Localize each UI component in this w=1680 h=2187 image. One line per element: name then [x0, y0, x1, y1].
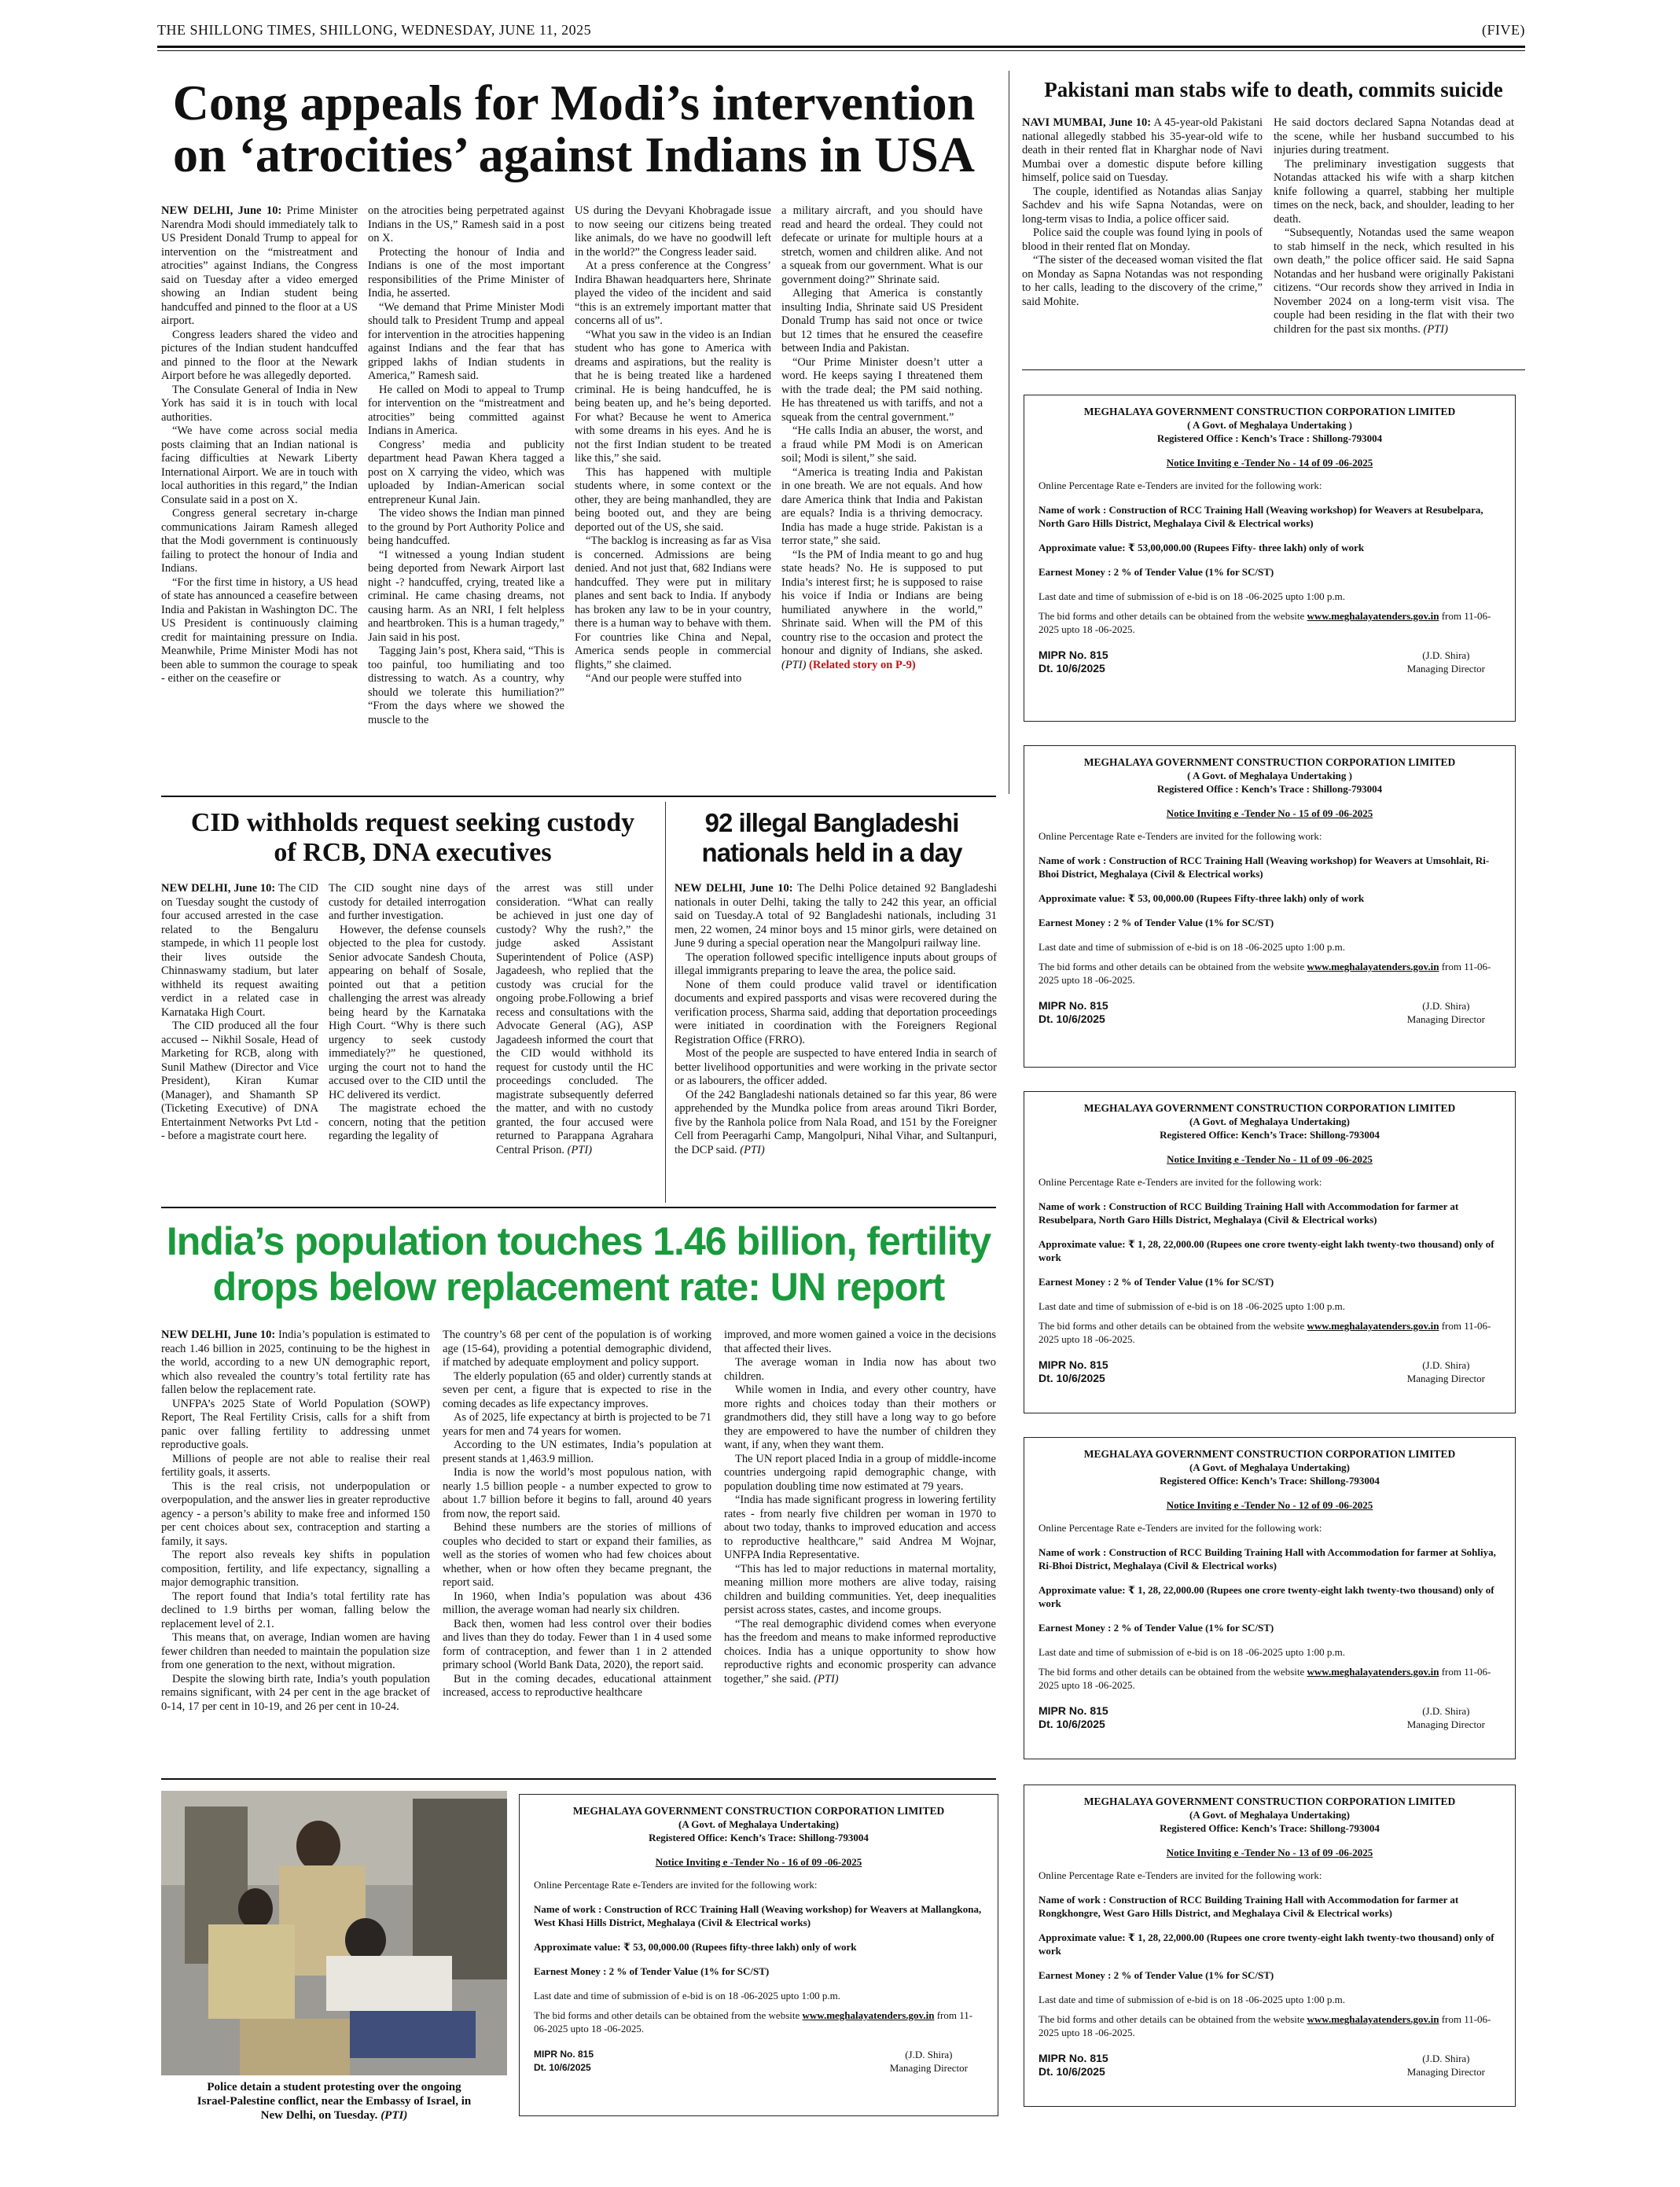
story1-paragraph: “We have come across social media posts claiming that an Indian national is facing difficulties at Newark Liberty International Airport. We are in touch with local authorities in this regard,” the Indian Consulate said in a post on X. [161, 425, 358, 506]
story4-headline [675, 808, 989, 868]
tender-designation: Managing Director [1406, 663, 1485, 674]
tender-notice-15 [1024, 745, 1516, 1068]
tender-work-label: Name of work : [1039, 504, 1107, 516]
tender-notice-14 [1024, 395, 1516, 722]
tender-registered-office: Registered Office: Kench’s Trace: Shillong-793004 [649, 1832, 869, 1843]
story4-paragraph: The Delhi Police detained 92 Bangladeshi nationals in outer Delhi, taking the tally to 242 this year, an official said on Tuesday.A total of 92 Bangladeshi nationals, including 31 men, 22 women, 24 minor boys and 15 minor girls, were detained on June 9 during a special operation near the Mangolpuri railway line. [675, 882, 997, 950]
story5-paragraph: The report found that India’s total fertility rate has declined to 1.9 births per woman, falling below the replacement level of 2.1. [161, 1590, 430, 1630]
story1-paragraph: This has happened with multiple students where, in some context or the other, they are being manhandled, they are being booted out, and they are being deported out of the US, she said. [575, 465, 771, 534]
story1-headline-line2: on ‘atrocities’ against Indians in USA [173, 127, 975, 182]
tender-bid-dates: from 11-06-2025 upto 18 -06-2025. [1039, 1320, 1491, 1345]
story2-bottom-rule [1022, 369, 1525, 370]
story5-column-2 [443, 1329, 711, 1700]
story1-paragraph: on the atrocities being perpetrated against Indians in the US,” Ramesh said in a post on X. [368, 204, 564, 244]
tender-website-link[interactable]: www.meghalayatenders.gov.in [1307, 610, 1439, 622]
tender-earnest-money: Earnest Money : 2 % of Tender Value (1% for SC/ST) [534, 1965, 770, 1977]
story3-column-3 [496, 882, 653, 1157]
story2-paragraph: Police said the couple was found lying in pools of blood in their rented flat on Monday. [1022, 226, 1263, 253]
tender-sub: ( A Govt. of Meghalaya Undertaking ) [1187, 419, 1352, 431]
story1-related-link[interactable]: (Related story on P-9) [809, 658, 916, 671]
story5-paragraph: Back then, women had less control over their bodies and lives than they do today. Fewer than 1 in 4 used some form of contraception, and fewer than 1 in 2 attended primary school (World Bank Data, 2020), the report said. [443, 1617, 711, 1671]
tender-website-link[interactable]: www.meghalayatenders.gov.in [1307, 961, 1439, 972]
story1-column-1 [161, 204, 358, 686]
tender-bid-dates: from 11-06-2025 upto 18 -06-2025. [1039, 2013, 1491, 2038]
story1-paragraph: “For the first time in history, a US head of state has announced a ceasefire between India and Pakistan in Washington DC. The US President is continuously claiming credit for maintaining pressure on India. Meanwhile, Prime Minister Modi has not been able to summon the courage to speak - either on the ceasefire or [161, 575, 358, 685]
tender-earnest-money: Earnest Money : 2 % of Tender Value (1% for SC/ST) [1039, 566, 1274, 578]
story5-paragraph: Millions of people are not able to realise their real fertility goals, it asserts. [161, 1452, 430, 1479]
photo-credit: (PTI) [380, 2109, 408, 2122]
tender-designation: Managing Director [1406, 2066, 1485, 2078]
tender-notice-16 [519, 1794, 998, 2116]
tender-signer: (J.D. Shira) [905, 2049, 953, 2060]
story4-column-1 [675, 882, 997, 1157]
story5-paragraph: According to the UN estimates, India’s population at present stands at 1,463.9 million. [443, 1439, 711, 1465]
tender-online-text: Online Percentage Rate e-Tenders are invited for the following work: [1039, 480, 1322, 491]
tender-website-link[interactable]: www.meghalayatenders.gov.in [1307, 2013, 1439, 2025]
story1-paragraph: The video shows the Indian man pinned to the ground by Port Authority Police and being handcuffed. [368, 507, 564, 547]
story5-paragraph: India is now the world’s most populous nation, with nearly 1.5 billion people - a number expected to grow to about 1.7 billion before it begins to fall, around 40 years from now, the report said. [443, 1466, 711, 1520]
tender-work-label: Name of work : [1039, 855, 1107, 866]
story1-paragraph: At a press conference at the Congress’ Indira Bhawan headquarters here, Shrinate played the video of the incident and said “this is an extremely important matter that concerns all of us”. [575, 259, 771, 327]
tender-bid-dates: from 11-06-2025 upto 18 -06-2025. [1039, 961, 1491, 986]
story1-dateline: NEW DELHI, June 10: [161, 204, 282, 217]
tender-approx-value: ₹ 53,00,000.00 (Rupees Fifty- three lakh) only of work [1127, 542, 1365, 553]
tender-work-label: Name of work : [1039, 1200, 1107, 1212]
story1-paragraph: Congress general secretary in-charge communications Jairam Ramesh alleged that the Modi government is continuously failing to protect the honour of India and Indians. [161, 507, 358, 575]
tender-notice-number: Notice Inviting e -Tender No - 12 of 09 -06-2025 [1166, 1499, 1373, 1511]
story5-headline [161, 1218, 996, 1310]
tender-registered-office: Registered Office: Kench’s Trace: Shillong-793004 [1160, 1475, 1380, 1487]
story5-headline-line2: drops below replacement rate: UN report [212, 1265, 945, 1309]
tender-approx-value: ₹ 53, 00,000.00 (Rupees fifty-three lakh) only of work [623, 1941, 857, 1953]
story1-paragraph: Alleging that America is constantly insulting India, Shrinate said US President Donald Trump has said not once or twice but 12 times that he ensured the ceasefire between India and Pakistan. [781, 287, 983, 355]
tender-work: Construction of RCC Building Training Hall with Accommodation for farmer at Resubelpara, North Garo Hills District, Meghalaya (Civil & Electrical works) [1039, 1200, 1459, 1226]
tender-bid-text: The bid forms and other details can be obtained from the website [1039, 961, 1305, 972]
story1-paragraph: Tagging Jain’s post, Khera said, “This is too painful, too humiliating and too distressing to watch. As a country, why should we tolerate this humiliation?” “From the days where we showed the muscle to the [368, 645, 564, 726]
story4-paragraph: None of them could produce valid travel or identification documents and expired passports and visas were recovered during the verification process, Sharma said, adding that deportation proceedings were initiated in coordination with the Foreigners Regional Registration Office (FRRO). [675, 978, 997, 1046]
tender-work-label: Name of work : [534, 1903, 602, 1915]
tender-last-date: Last date and time of submission of e-bid is on 18 -06-2025 upto 1:00 p.m. [1039, 1646, 1345, 1658]
story1-paragraph: “Our Prime Minister doesn’t utter a word. He keeps saying I threatened them with the trade deal; the PM said nothing. He has threatened us with tariffs, and not a squeak from the central government.” [781, 355, 983, 424]
tender-bid-text: The bid forms and other details can be obtained from the website [1039, 2013, 1305, 2025]
story3-column-1 [161, 882, 318, 1144]
story5-paragraph: In 1960, when India’s population was about 436 million, the average woman had nearly six children. [443, 1590, 711, 1616]
tender-approx-value: ₹ 1, 28, 22,000.00 (Rupees one crore twenty-eight lakh twenty-two thousand) only of work [1039, 1932, 1494, 1957]
story1-paragraph: a military aircraft, and you should have read and heard the ordeal. They could not defecate or urinate for multiple hours at a stretch, women and children alike. And not a squeak from our government. What is our government doing?” Shrinate said. [781, 204, 983, 286]
story1-paragraph: “The backlog is increasing as far as Visa is concerned. Admissions are being denied. And not just that, 682 Indians were handcuffed. They were put in military planes and sent back to India. If anybody has broken any law to be in your country, there is a human way to behave with them. For countries like China and Nepal, America sends people in commercial flights,” she claimed. [575, 535, 771, 671]
tender-approx-label: Approximate value: [1039, 1238, 1126, 1250]
tender-work: Construction of RCC Building Training Hall with Accommodation for farmer at Sohliya, Ri-Bhoi District, Meghalaya (Civil & Electrical works) [1039, 1546, 1496, 1571]
tender-registered-office: Registered Office: Kench’s Trace: Shillong-793004 [1160, 1822, 1380, 1834]
story5-paragraph: The report also reveals key shifts in population composition, fertility, and life expectancy, signalling a major demographic transition. [161, 1549, 430, 1589]
tender-designation: Managing Director [889, 2062, 968, 2074]
tender-work: Construction of RCC Training Hall (Weaving workshop) for Weavers at Resubelpara, North Garo Hills District, Meghalaya Civil & Electrical works) [1039, 504, 1483, 529]
tender-earnest-money: Earnest Money : 2 % of Tender Value (1% for SC/ST) [1039, 1622, 1274, 1634]
tender-date: Dt. 10/6/2025 [1039, 662, 1105, 674]
story1-paragraph: The Consulate General of India in New York has said it is in touch with local authorities. [161, 383, 358, 424]
column-divider [665, 802, 666, 1203]
story3-paragraph: The CID produced all the four accused -- Nikhil Sosale, Head of Marketing for RCB, along with Sunil Mathew (Director and Vice President), Kiran Kumar (Manager), and Shamanth SP (Ticketing Executive) of DNA Entertainment Networks Pvt Ltd -- before a magistrate court here. [161, 1020, 318, 1142]
story1-headline [165, 77, 983, 181]
story2-paragraph: A 45-year-old Pakistani national allegedly stabbed his 35-year-old wife to death in their rented flat in Kharghar node of Navi Mumbai over a domestic dispute before killing himself, police said on Tuesday. [1022, 116, 1263, 184]
tender-bid-dates: from 11-06-2025 upto 18 -06-2025. [1039, 610, 1491, 635]
tender-org: MEGHALAYA GOVERNMENT CONSTRUCTION CORPORATION LIMITED [1083, 406, 1456, 417]
tender-approx-label: Approximate value: [534, 1941, 621, 1953]
story4-headline-line1: 92 illegal Bangladeshi [704, 808, 959, 837]
story2-dateline: NAVI MUMBAI, June 10: [1022, 116, 1152, 129]
tender-signer: (J.D. Shira) [1422, 1705, 1470, 1717]
story5-column-3 [724, 1329, 996, 1686]
tender-work-label: Name of work : [1039, 1546, 1107, 1558]
story5-credit: (PTI) [814, 1672, 839, 1685]
story5-paragraph: As of 2025, life expectancy at birth is projected to be 71 years for men and 74 years for women. [443, 1411, 711, 1438]
tender-approx-value: ₹ 1, 28, 22,000.00 (Rupees one crore twenty-eight lakh twenty-two thousand) only of work [1039, 1584, 1494, 1609]
story1-paragraph: He called on Modi to appeal to Trump for intervention on the “mistreatment and atrocities” being committed against Indians in America. [368, 383, 564, 437]
story1-credit: (PTI) [781, 658, 807, 671]
tender-org: MEGHALAYA GOVERNMENT CONSTRUCTION CORPORATION LIMITED [1083, 1448, 1456, 1460]
tender-notice-number: Notice Inviting e -Tender No - 13 of 09 -06-2025 [1166, 1847, 1373, 1858]
story4-paragraph: Of the 242 Bangladeshi nationals detained so far this year, 86 were apprehended by the Mundka police from areas around Tikri Border, five by the Ranhola police from Nala Road, and 151 by the Foreigner Cell from Peeragarhi Camp, Mangolpuri, Nihal Vihar, and Sultanpuri, the DCP said. [675, 1088, 997, 1156]
tender-work-label: Name of work : [1039, 1894, 1107, 1906]
tender-sub: (A Govt. of Meghalaya Undertaking) [678, 1818, 840, 1830]
tender-bid-dates: from 11-06-2025 upto 18 -06-2025. [534, 2009, 973, 2034]
section-rule [161, 1207, 996, 1208]
tender-notice-11 [1024, 1091, 1516, 1413]
story5-paragraph: “The real demographic dividend comes when everyone has the freedom and means to make informed reproductive choices. India has a unique opportunity to show how reproductive rights and economic prosperity can advance together,” she said. [724, 1617, 996, 1685]
story5-paragraph: But in the coming decades, educational attainment increased, access to reproductive healthcare [443, 1672, 711, 1699]
story2-paragraph: “Subsequently, Notandas used the same weapon to stab himself in the neck, which resulted in his own death,” the police officer said. He said Sapna Notandas and her husband were originally Pakistani citizens. “Our records show they arrived in India in November 2024 on a long-term visit visa. The couple had been residing in the flat with their two children for the past six months. [1274, 226, 1514, 336]
tender-mipr: MIPR No. 815 [1039, 1358, 1108, 1371]
story2-paragraph: The preliminary investigation suggests that Notandas attacked his wife with a sharp kitchen knife following a quarrel, stabbing her multiple times on the neck, back, and shoulder, leading to her death. [1274, 157, 1514, 226]
section-rule [161, 796, 996, 797]
story4-paragraph: Most of the people are suspected to have entered India in search of better livelihood opportunities and were working in the private sector or as labourers, the officer added. [675, 1047, 997, 1087]
tender-work: Construction of RCC Training Hall (Weaving workshop) for Weavers at Mallangkona, West Khasi Hills District, Meghalaya (Civil & Electrical works) [534, 1903, 982, 1928]
story2-column-2 [1274, 116, 1514, 336]
tender-online-text: Online Percentage Rate e-Tenders are invited for the following work: [1039, 1176, 1322, 1188]
tender-bid-text: The bid forms and other details can be obtained from the website [1039, 610, 1305, 622]
story1-paragraph: “America is treating India and Pakistan in one breath. We are not equals. And how dare America think that India and Pakistan are equals? India is a thriving democracy. India has made a huge stride. Pakistan is a terror state,” she said. [781, 465, 983, 547]
tender-signer: (J.D. Shira) [1422, 1359, 1470, 1371]
tender-designation: Managing Director [1406, 1373, 1485, 1384]
tender-notice-number: Notice Inviting e -Tender No - 16 of 09 -06-2025 [655, 1856, 862, 1868]
tender-registered-office: Registered Office : Kench’s Trace : Shillong-793004 [1156, 432, 1383, 444]
tender-earnest-money: Earnest Money : 2 % of Tender Value (1% for SC/ST) [1039, 1969, 1274, 1981]
tender-signer: (J.D. Shira) [1422, 1000, 1470, 1012]
tender-date: Dt. 10/6/2025 [534, 2062, 591, 2073]
story3-paragraph: the arrest was still under consideration. “What can really be achieved in just one day of custody? Why the rush?,” the judge asked Assistant Superintendent of Police (ASP) Jagadeesh, who replied that the custody was crucial for the ongoing probe.Following a brief recess and consultations with the Advocate General (AG), ASP Jagadeesh informed the court that the CID would withhold its request for custody until the HC proceedings concluded. The magistrate subsequently deferred the matter, and with no custody granted, the four accused were returned to Parappana Agrahara Central Prison. [496, 882, 653, 1156]
tender-mipr: MIPR No. 815 [1039, 649, 1108, 661]
tender-approx-value: ₹ 53, 00,000.00 (Rupees Fifty-three lakh) only of work [1127, 892, 1365, 904]
tender-last-date: Last date and time of submission of e-bid is on 18 -06-2025 upto 1:00 p.m. [1039, 1300, 1345, 1312]
tender-registered-office: Registered Office: Kench’s Trace: Shillong-793004 [1160, 1129, 1380, 1141]
tender-online-text: Online Percentage Rate e-Tenders are invited for the following work: [1039, 830, 1322, 842]
tender-notice-13 [1024, 1785, 1516, 2107]
story1-column-2 [368, 204, 564, 727]
tender-signer: (J.D. Shira) [1422, 649, 1470, 661]
tender-designation: Managing Director [1406, 1013, 1485, 1025]
story1-paragraph: “And our people were stuffed into [586, 672, 742, 685]
tender-approx-value: ₹ 1, 28, 22,000.00 (Rupees one crore twenty-eight lakh twenty-two thousand) only of work [1039, 1238, 1494, 1263]
story1-paragraph: “We demand that Prime Minister Modi should talk to President Trump and appeal for intervention in the atrocities happening against Indians and the fear that has gripped lakhs of Indian students in America,” Ramesh said. [368, 300, 564, 382]
folio [157, 22, 1525, 42]
tender-mipr: MIPR No. 815 [1039, 2052, 1108, 2064]
protest-photo [161, 1791, 507, 2075]
tender-online-text: Online Percentage Rate e-Tenders are invited for the following work: [1039, 1869, 1322, 1881]
story5-paragraph: The average woman in India now has about two children. [724, 1356, 996, 1383]
tender-registered-office: Registered Office : Kench’s Trace : Shillong-793004 [1156, 783, 1383, 795]
story5-paragraph: improved, and more women gained a voice in the decisions that affected their lives. [724, 1329, 996, 1355]
tender-notice-number: Notice Inviting e -Tender No - 15 of 09 -06-2025 [1166, 807, 1373, 819]
tender-designation: Managing Director [1406, 1718, 1485, 1730]
tender-earnest-money: Earnest Money : 2 % of Tender Value (1% for SC/ST) [1039, 917, 1274, 928]
tender-bid-text: The bid forms and other details can be obtained from the website [1039, 1320, 1305, 1332]
photo-caption-line3: New Delhi, on Tuesday. [260, 2109, 378, 2122]
folio-page-number: (FIVE) [1482, 22, 1525, 38]
top-rule-thin [157, 50, 1525, 51]
story3-paragraph: However, the defense counsels objected to the plea for custody. Senior advocate Sandesh Chouta, appearing on behalf of Sosale, pointed out that a petition challenging the arrest was already being heard by the Karnataka High Court. “Why is there such urgency to seek custody immediately?” he questioned, urging the court not to hand the accused over to the CID until the HC delivered its verdict. [329, 923, 486, 1101]
story5-paragraph: The country’s 68 per cent of the population is of working age (15-64), providing a potential demographic dividend, if matched by adequate employment and policy support. [443, 1329, 711, 1369]
story5-paragraph: Behind these numbers are the stories of millions of couples who decided to start or expand their families, as well as the stories of women who had few choices about whether, when or how often they became pregnant, the report said. [443, 1521, 711, 1589]
photo-caption [161, 2080, 507, 2123]
tender-org: MEGHALAYA GOVERNMENT CONSTRUCTION CORPORATION LIMITED [572, 1805, 945, 1817]
tender-approx-label: Approximate value: [1039, 892, 1126, 904]
top-rule [157, 46, 1525, 48]
story1-paragraph: US during the Devyani Khobragade issue to now seeing our citizens being treated like animals, do we have no goodwill left in the world?” the Congress leader said. [575, 204, 771, 259]
story3-dateline: NEW DELHI, June 10: [161, 882, 276, 895]
tender-sub: (A Govt. of Meghalaya Undertaking) [1189, 1461, 1351, 1473]
story3-credit: (PTI) [567, 1143, 593, 1156]
tender-date: Dt. 10/6/2025 [1039, 1718, 1105, 1730]
story2-paragraph: The couple, identified as Notandas alias Sanjay Sachdev and his wife Sapna Notandas, were on long-term visas to India, a police officer said. [1022, 185, 1263, 226]
tender-website-link[interactable]: www.meghalayatenders.gov.in [1307, 1320, 1439, 1332]
tender-approx-label: Approximate value: [1039, 1584, 1126, 1596]
story3-paragraph: The CID sought nine days of custody for detailed interrogation and further investigation. [329, 882, 486, 922]
story4-paragraph: The operation followed specific intelligence inputs about groups of illegal immigrants preparing to leave the area, the police said. [675, 950, 997, 977]
story5-paragraph: This means that, on average, Indian women are having fewer children than needed to maintain the population size from one generation to the next, without migration. [161, 1631, 430, 1671]
story2-headline: Pakistani man stabs wife to death, commits suicide [1044, 78, 1503, 101]
tender-work: Construction of RCC Training Hall (Weaving workshop) for Weavers at Umsohlait, Ri-Bhoi District, Meghalaya (Civil & Electrical works) [1039, 855, 1490, 880]
story5-paragraph: The elderly population (65 and older) currently stands at seven per cent, a figure that is expected to rise in the coming decades as life expectancy improves. [443, 1369, 711, 1410]
story5-paragraph: The UN report placed India in a group of middle-income countries undergoing rapid demographic change, with population doubling time now estimated at 79 years. [724, 1452, 996, 1493]
tender-date: Dt. 10/6/2025 [1039, 2065, 1105, 2078]
tender-signer: (J.D. Shira) [1422, 2053, 1470, 2064]
story5-paragraph: UNFPA’s 2025 State of World Population (SOWP) Report, The Real Fertility Crisis, calls for a shift from panic over falling fertility to addressing unmet reproductive goals. [161, 1397, 430, 1451]
tender-work: Construction of RCC Building Training Hall with Accommodation for farmer at Rongkhongre, West Garo Hills District, and Meghalaya Civil & Electrical works) [1039, 1894, 1459, 1919]
story5-paragraph: India’s population is estimated to reach 1.46 billion in 2025, continuing to be the highest in the world, according to a new UN demographic report, which also revealed the country’s total fertility rate has fallen below the replacement rate. [161, 1329, 430, 1396]
story5-dateline: NEW DELHI, June 10: [161, 1329, 276, 1341]
story3-headline-line1: CID withholds request seeking custody [190, 808, 635, 837]
story1-paragraph: “Is the PM of India meant to go and hug state heads? No. He is supposed to put India’s interest first; he is supposed to raise his voice if India or Indians are being humiliated anywhere in the world,” Shrinate said. When will the PM of this country rise to the occasion and protect the honour and dignity of Indians, she asked. [781, 548, 983, 657]
tender-sub: (A Govt. of Meghalaya Undertaking) [1189, 1116, 1351, 1127]
tender-online-text: Online Percentage Rate e-Tenders are invited for the following work: [1039, 1522, 1322, 1534]
tender-earnest-money: Earnest Money : 2 % of Tender Value (1% for SC/ST) [1039, 1276, 1274, 1288]
tender-date: Dt. 10/6/2025 [1039, 1013, 1105, 1025]
tender-notice-12 [1024, 1437, 1516, 1759]
tender-approx-label: Approximate value: [1039, 542, 1126, 553]
tender-org: MEGHALAYA GOVERNMENT CONSTRUCTION CORPORATION LIMITED [1083, 1102, 1456, 1114]
tender-org: MEGHALAYA GOVERNMENT CONSTRUCTION CORPORATION LIMITED [1083, 756, 1456, 768]
tender-website-link[interactable]: www.meghalayatenders.gov.in [1307, 1666, 1439, 1678]
tender-last-date: Last date and time of submission of e-bid is on 18 -06-2025 upto 1:00 p.m. [1039, 590, 1345, 602]
story5-headline-line1: India’s population touches 1.46 billion, fertility [166, 1219, 991, 1263]
section-rule [161, 1778, 996, 1780]
story4-credit: (PTI) [740, 1143, 765, 1156]
story1-paragraph: “What you saw in the video is an Indian student who has gone to America with dreams and aspirations, but the reality is that he is being treated like a hardened criminal. He is being handcuffed, he is being beaten up, and he’s being deported. For what? Because he went to America with some dreams in his eyes. And he is not the first Indian student to be treated like this,” she said. [575, 328, 771, 465]
tender-bid-dates: from 11-06-2025 upto 18 -06-2025. [1039, 1666, 1491, 1691]
story2-credit: (PTI) [1423, 322, 1448, 336]
story3-headline [161, 808, 664, 868]
tender-online-text: Online Percentage Rate e-Tenders are invited for the following work: [534, 1879, 818, 1891]
story5-column-1 [161, 1329, 430, 1714]
story5-paragraph: This is the real crisis, not underpopulation or overpopulation, and the answer lies in greater reproductive agency - a person’s ability to make free and informed 150 per cent choices about sex, contraception and starting a family, it says. [161, 1479, 430, 1548]
tender-bid-text: The bid forms and other details can be obtained from the website [534, 2009, 800, 2021]
story2-paragraph: “The sister of the deceased woman visited the flat on Monday as Sapna Notandas was not responding to her calls, leading to the discovery of the crime,” said Mohite. [1022, 254, 1263, 308]
tender-mipr: MIPR No. 815 [534, 2049, 594, 2060]
story1-paragraph: Prime Minister Narendra Modi should immediately talk to US President Donald Trump to appeal for intervention on the “mistreatment and atrocities” against Indians, the Congress said on Tuesday after a video emerged showing an Indian student being handcuffed and pinned to the floor at a US airport. [161, 204, 358, 327]
story5-paragraph: Despite the slowing birth rate, India’s youth population remains significant, with 24 per cent in the age bracket of 0-14, 17 per cent in 10-19, and 26 per cent in 10-24. [161, 1672, 430, 1713]
story2-paragraph: He said doctors declared Sapna Notandas dead at the scene, while her husband succumbed to his injuries during treatment. [1274, 116, 1514, 156]
tender-last-date: Last date and time of submission of e-bid is on 18 -06-2025 upto 1:00 p.m. [1039, 1994, 1345, 2005]
story3-column-2 [329, 882, 486, 1144]
story5-paragraph: “This has led to major reductions in maternal mortality, meaning million more mothers are alive today, raising children and building communities. Yet, deep inequalities persist across states, castes, and income groups. [724, 1562, 996, 1616]
tender-notice-number: Notice Inviting e -Tender No - 11 of 09 -06-2025 [1167, 1153, 1373, 1165]
photo-caption-line2: Israel-Palestine conflict, near the Embassy of Israel, in [197, 2095, 472, 2108]
story3-paragraph: The CID on Tuesday sought the custody of four accused arrested in the case related to the Bengaluru stampede, in which 11 people lost their lives outside the Chinnaswamy stadium, but later withheld its request awaiting verdict in a related case in Karnataka High Court. [161, 882, 319, 1019]
story5-paragraph: While women in India, and every other country, have more rights and choices today than their mothers or grandmothers did, they still have a long way to go before they are empowered to have the number of children they want, if any, when they want them. [724, 1384, 996, 1451]
story1-paragraph: “I witnessed a young Indian student being deported from Newark Airport last night -? handcuffed, crying, treated like a criminal. He came chasing dreams, not causing harm. As an NRI, I felt helpless and heartbroken. This is a human tragedy,” Jain said in his post. [368, 548, 564, 644]
tender-mipr: MIPR No. 815 [1039, 999, 1108, 1012]
tender-sub: ( A Govt. of Meghalaya Undertaking ) [1187, 770, 1352, 781]
story4-dateline: NEW DELHI, June 10: [675, 882, 793, 895]
protest-photo-image [161, 1791, 507, 2075]
story3-paragraph: The magistrate echoed the concern, noting that the petition regarding the legality of [329, 1102, 486, 1142]
tender-bid-text: The bid forms and other details can be obtained from the website [1039, 1666, 1305, 1678]
tender-date: Dt. 10/6/2025 [1039, 1372, 1105, 1384]
story5-paragraph: “India has made significant progress in lowering fertility rates - from nearly five children per woman in 1970 to about two today, thanks to improved education and access to reproductive healthcare,” said Andrea M Wojnar, UNFPA India Representative. [724, 1494, 996, 1561]
photo-caption-line1: Police detain a student protesting over the ongoing [207, 2081, 461, 2093]
tender-notice-number: Notice Inviting e -Tender No - 14 of 09 -06-2025 [1166, 457, 1373, 469]
tender-last-date: Last date and time of submission of e-bid is on 18 -06-2025 upto 1:00 p.m. [1039, 941, 1345, 953]
story2-column-1 [1022, 116, 1263, 309]
story4-headline-line2: nationals held in a day [701, 838, 962, 867]
tender-approx-label: Approximate value: [1039, 1932, 1126, 1943]
story1-headline-line1: Cong appeals for Modi’s intervention [172, 75, 976, 130]
tender-sub: (A Govt. of Meghalaya Undertaking) [1189, 1809, 1351, 1821]
story1-paragraph: Congress’ media and publicity department head Pawan Khera tagged a post on X carrying the video, which was uploaded by Indian-American social entrepreneur Kunal Jain. [368, 438, 564, 506]
tender-org: MEGHALAYA GOVERNMENT CONSTRUCTION CORPORATION LIMITED [1083, 1796, 1456, 1807]
story1-paragraph: Protecting the honour of India and Indians is one of the most important responsibilities of the Prime Minister of India, he asserted. [368, 245, 564, 300]
story1-paragraph: Congress leaders shared the video and pictures of the Indian student handcuffed and pinned to the floor at the Newark Airport before he was allegedly deported. [161, 328, 358, 382]
tender-last-date: Last date and time of submission of e-bid is on 18 -06-2025 upto 1:00 p.m. [534, 1990, 840, 2001]
story3-headline-line2: of RCB, DNA executives [274, 838, 552, 867]
folio-publication-date: THE SHILLONG TIMES, SHILLONG, WEDNESDAY, JUNE 11, 2025 [157, 22, 592, 38]
story1-paragraph: “He calls India an abuser, the worst, and a fraud while PM Modi is on American soil; Modi is silent,” she said. [781, 425, 983, 465]
story1-column-4 [781, 204, 983, 672]
tender-mipr: MIPR No. 815 [1039, 1704, 1108, 1717]
tender-website-link[interactable]: www.meghalayatenders.gov.in [802, 2009, 935, 2021]
story1-column-3 [575, 204, 771, 686]
